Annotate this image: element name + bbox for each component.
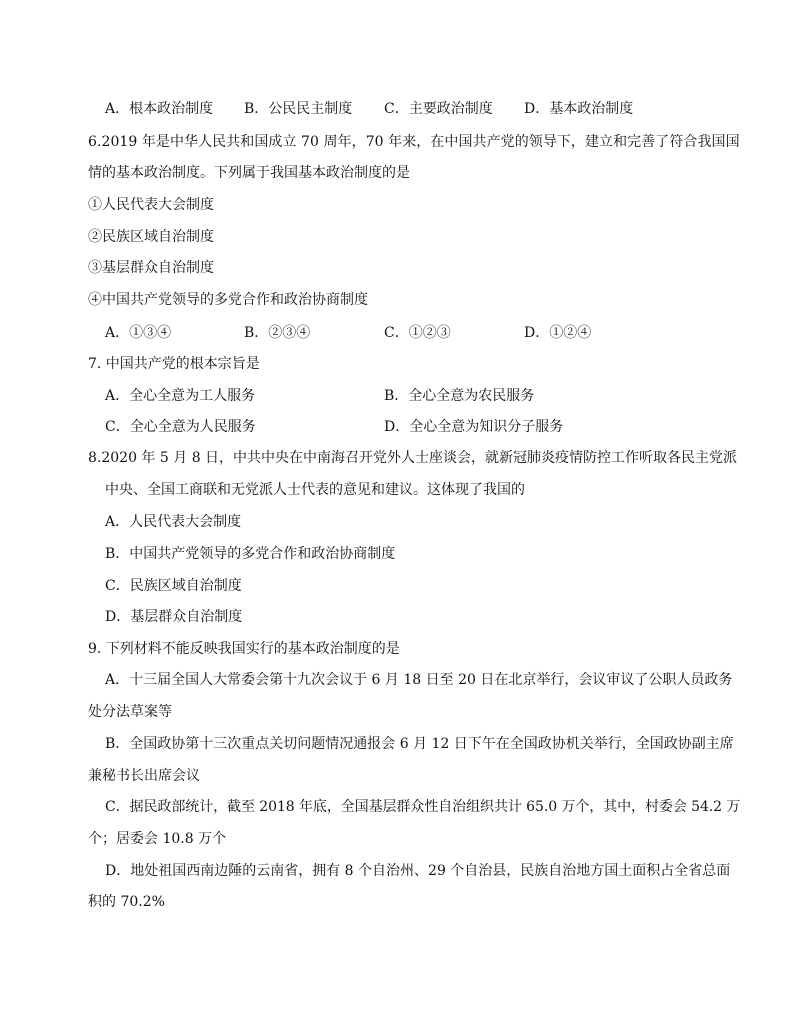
q6-item-2: ②民族区域自治制度: [88, 229, 214, 245]
q5-option-c: C．主要政治制度: [384, 101, 493, 117]
q9-option-b-line1: B．全国政协第十三次重点关切问题情况通报会 6 月 12 日下午在全国政协机关举行，全国政协副主席: [105, 736, 734, 752]
q6-stem-line2: 情的基本政治制度。下列属于我国基本政治制度的是: [88, 165, 410, 181]
q6-item-4: ④中国共产党领导的多党合作和政治协商制度: [88, 292, 368, 308]
q5-option-a: A．根本政治制度: [105, 101, 214, 117]
q6-item-1: ①人民代表大会制度: [88, 197, 214, 213]
q9-option-d-line2: 积的 70.2%: [88, 894, 165, 910]
q6-option-d: D．①②④: [524, 325, 592, 341]
q5-option-b: B．公民民主制度: [244, 101, 353, 117]
q7-option-a: A．全心全意为工人服务: [105, 388, 256, 404]
q7-stem: 7. 中国共产党的根本宗旨是: [88, 356, 260, 372]
q9-option-a-line1: A．十三届全国人大常委会第十九次会议于 6 月 18 日至 20 日在北京举行，会议审议了公职人员政务: [105, 672, 733, 688]
q6-option-b: B．②③④: [244, 325, 311, 341]
q6-stem-line1: 6.2019 年是中华人民共和国成立 70 周年，70 年来，在中国共产党的领导下，建立和完善了符合我国国: [88, 134, 740, 150]
q5-option-d: D．基本政治制度: [524, 101, 634, 117]
q7-option-b: B．全心全意为农民服务: [384, 388, 535, 404]
q8-option-b: B．中国共产党领导的多党合作和政治协商制度: [105, 546, 396, 562]
q8-stem-line1: 8.2020 年 5 月 8 日，中共中央在中南海召开党外人士座谈会，就新冠肺炎疫情防控工作听取各民主党派: [88, 450, 738, 466]
q9-option-b-line2: 兼秘书长出席会议: [88, 768, 200, 784]
q6-item-3: ③基层群众自治制度: [88, 260, 214, 276]
q9-stem: 9. 下列材料不能反映我国实行的基本政治制度的是: [88, 641, 400, 657]
q9-option-d-line1: D．地处祖国西南边陲的云南省，拥有 8 个自治州、29 个自治县，民族自治地方国土面积占全省总面: [105, 863, 731, 879]
q8-option-d: D．基层群众自治制度: [105, 609, 243, 625]
q6-option-c: C．①②③: [384, 325, 451, 341]
q8-stem-line2: 中央、全国工商联和无党派人士代表的意见和建议。这体现了我国的: [105, 482, 525, 498]
q7-option-d: D．全心全意为知识分子服务: [384, 419, 564, 435]
q9-option-c-line1: C．据民政部统计，截至 2018 年底，全国基层群众性自治组织共计 65.0 万个，其中，村委会 54.2 万: [105, 799, 741, 815]
q9-option-c-line2: 个；居委会 10.8 万个: [88, 831, 227, 847]
q8-option-c: C．民族区域自治制度: [105, 578, 242, 594]
q7-option-c: C．全心全意为人民服务: [105, 419, 256, 435]
q9-option-a-line2: 处分法草案等: [88, 704, 172, 720]
q6-option-a: A．①③④: [105, 325, 172, 341]
q8-option-a: A．人民代表大会制度: [105, 514, 242, 530]
